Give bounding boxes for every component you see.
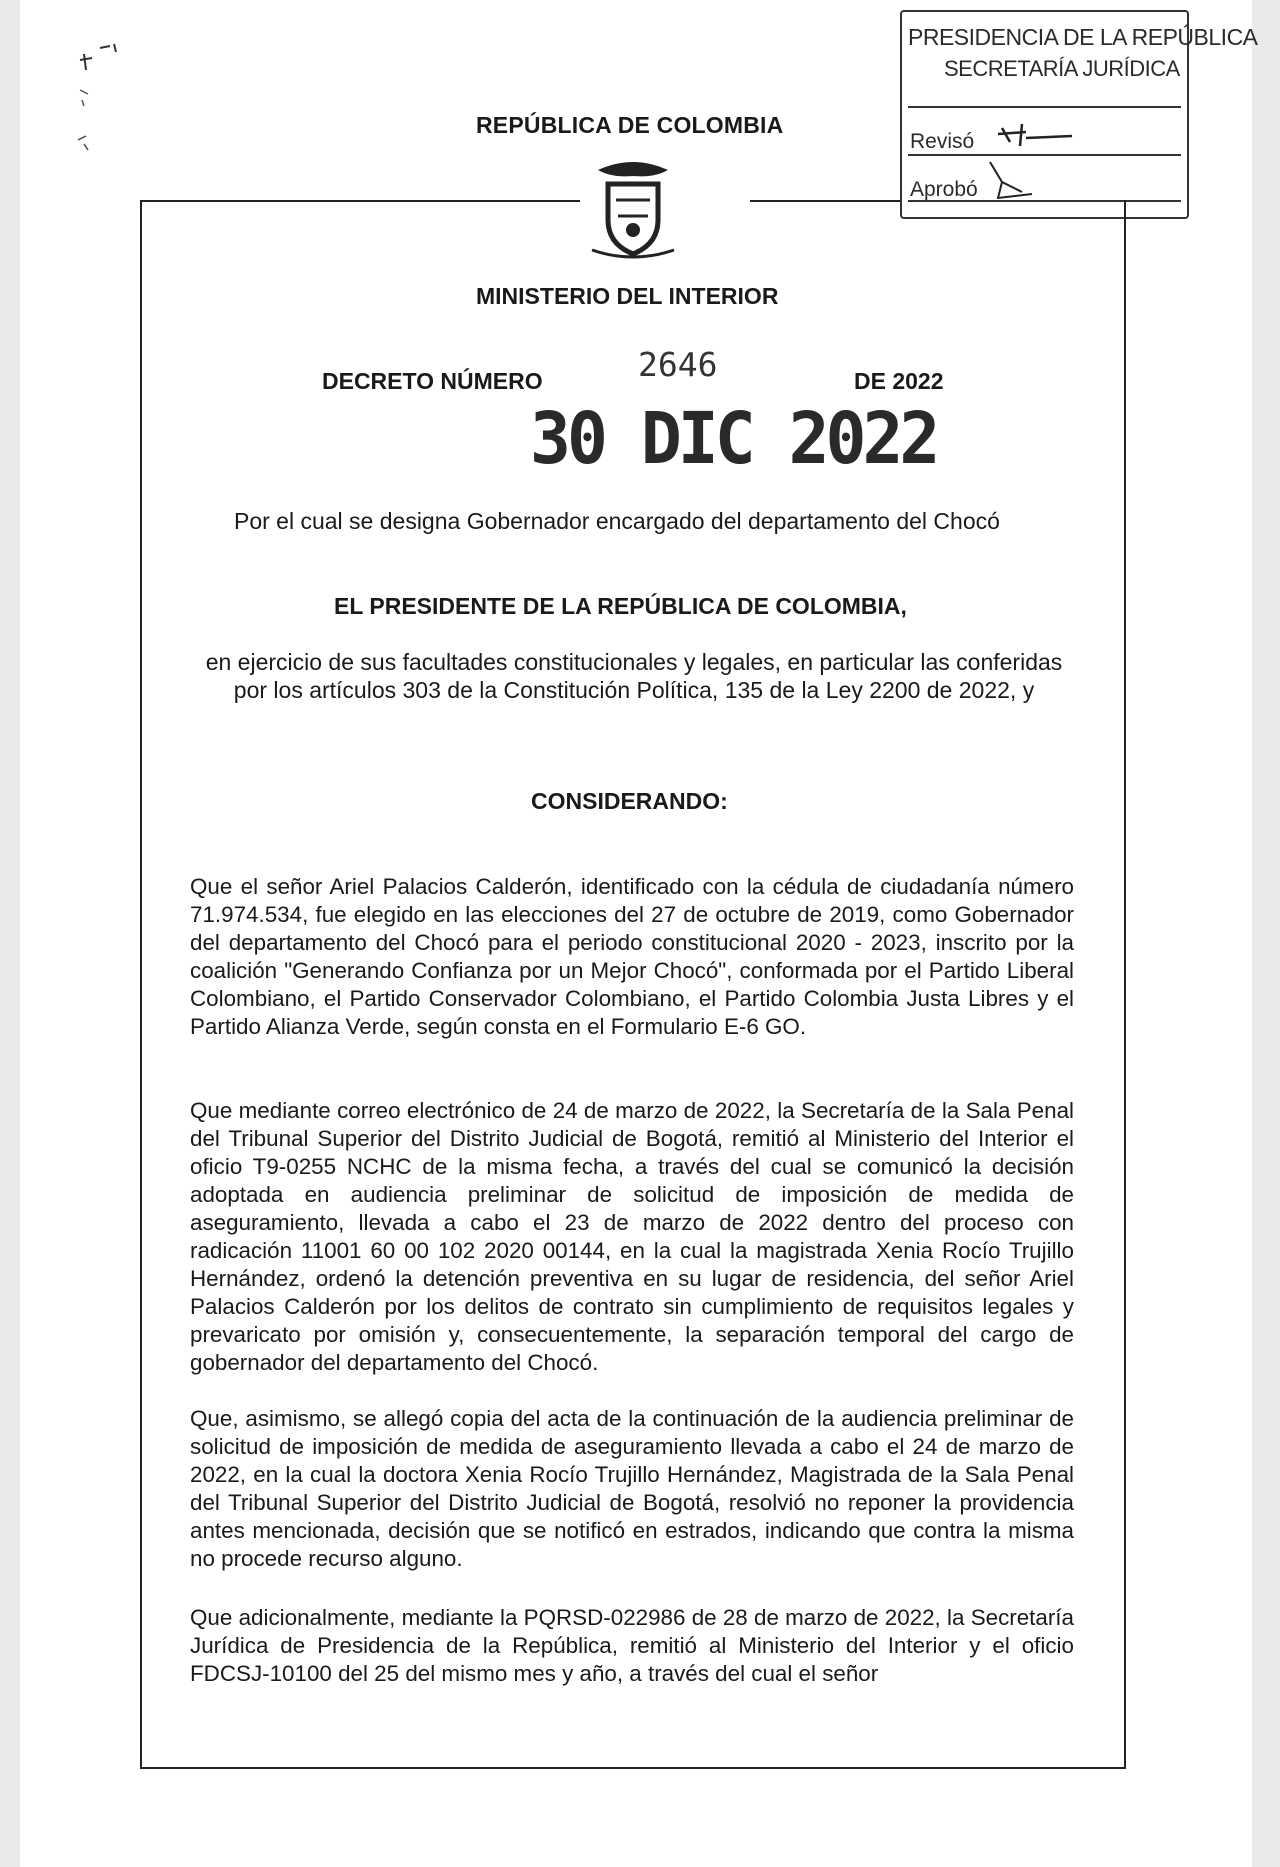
- decree-year: DE 2022: [854, 368, 944, 394]
- stamp-line-1: PRESIDENCIA DE LA REPÚBLICA: [908, 24, 1258, 50]
- decree-number: 2646: [638, 345, 718, 384]
- stamp-divider: [908, 106, 1181, 108]
- frame-top-rule: [750, 200, 900, 202]
- country-heading: REPÚBLICA DE COLOMBIA: [476, 112, 784, 138]
- scan-marks: [70, 40, 130, 160]
- date-stamp: 30 DIC 2022: [530, 398, 937, 481]
- legal-review-stamp: [900, 10, 1258, 219]
- considering-paragraph: Que mediante correo electrónico de 24 de marzo de 2022, la Secretaría de la Sala Penal del Tribunal Superior del Distrito Judicial de Bogotá, remitió al Ministerio del Interior el oficio T9-0255 NCHC de la misma fecha, a través del cual se comunicó la decisión adoptada en audiencia preliminar de solicitud de imposición de medida de aseguramiento, llevada a cabo el 23 de marzo de 2022 dentro del proceso con radicación 11001 60 00 102 2020 00144, en la cual la magistrada Xenia Rocío Trujillo Hernández, ordenó la detención preventiva en su lugar de residencia, del señor Ariel Palacios Calderón por los delitos de contrato sin cumplimiento de requisitos legales y prevaricato por omisión y, consecuentemente, la separación temporal del cargo de gobernador del departamento del Chocó.: [190, 1098, 1074, 1375]
- signature-initials: [962, 112, 1082, 212]
- decree-label: DECRETO NÚMERO: [322, 368, 543, 394]
- stamp-line-2: SECRETARÍA JURÍDICA: [944, 56, 1180, 81]
- decree-purpose: Por el cual se designa Gobernador encargado del departamento del Chocó: [234, 508, 1000, 534]
- considering-paragraph: Que, asimismo, se allegó copia del acta de la continuación de la audiencia preliminar de solicitud de imposición de medida de aseguramiento llevada a cabo el 24 de marzo de 2022, en la cual la doctora Xenia Rocío Trujillo Hernández, Magistrada de la Sala Penal del Tribunal Superior del Distrito Judicial de Bogotá, resolvió no reponer la providencia antes mencionada, decisión que se notificó en estrados, indicando que contra la misma no procede recurso alguno.: [190, 1406, 1074, 1571]
- frame-top-rule: [140, 200, 580, 202]
- stamp-reviewed-label: Revisó: [910, 130, 975, 153]
- considering-paragraph: Que el señor Ariel Palacios Calderón, identificado con la cédula de ciudadanía número 71.974.534, fue elegido en las elecciones del 27 de octubre de 2019, como Gobernador del departamento del Chocó para el periodo constitucional 2020 - 2023, inscrito por la coalición "Generando Confianza por un Mejor Chocó", conformada por el Partido Liberal Colombiano, el Partido Conservador Colombiano, el Partido Colombia Justa Libres y el Partido Alianza Verde, según consta en el Formulario E-6 GO.: [190, 874, 1074, 1039]
- considering-heading: CONSIDERANDO:: [531, 788, 728, 814]
- president-heading: EL PRESIDENTE DE LA REPÚBLICA DE COLOMBIA,: [334, 593, 907, 619]
- ministry-heading: MINISTERIO DEL INTERIOR: [476, 283, 779, 309]
- faculties-text: en ejercicio de sus facultades constitucionales y legales, en particular las conferidas por los artículos 303 de la Constitución Política, 135 de la Ley 2200 de 2022, y: [205, 649, 1063, 703]
- stamp-approved-label: Aprobó: [910, 178, 978, 201]
- considering-paragraph: Que adicionalmente, mediante la PQRSD-022986 de 28 de marzo de 2022, la Secretaría Jurídica de Presidencia de la República, remitió al Ministerio del Interior y el oficio FDCSJ-10100 del 25 del mismo mes y año, a través del cual el señor: [190, 1605, 1074, 1686]
